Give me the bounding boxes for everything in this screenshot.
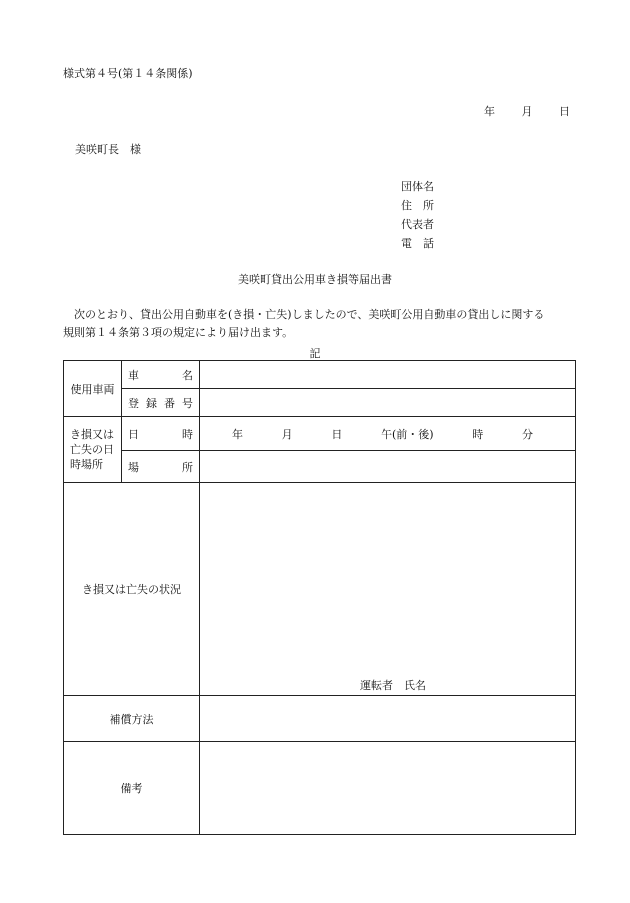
table-row (64, 389, 576, 417)
reg-no-label-char: 番 (164, 396, 175, 410)
date-line (484, 103, 570, 119)
table-row (64, 696, 576, 742)
situation-field[interactable] (200, 483, 576, 696)
applicant-address-label: 住 所 (401, 199, 434, 212)
place-label (122, 451, 200, 483)
compensation-field[interactable] (200, 696, 576, 742)
table-row (64, 742, 576, 835)
datetime-ampm: 午(前・後) (381, 427, 434, 441)
applicant-representative-label: 代表者 (401, 218, 434, 231)
car-name-field[interactable] (200, 361, 576, 389)
reg-no-label-char: 登 (128, 396, 139, 410)
vehicle-label: 使用車両 (64, 361, 122, 417)
date-day: 日 (559, 105, 570, 118)
datetime-day: 日 (331, 427, 343, 441)
datetime-label-char: 日 (128, 427, 139, 441)
body-line-2: 規則第１４条第３項の規定により届け出ます。 (63, 326, 294, 339)
body-line-1: 次のとおり、貸出公用自動車を(き損・亡失)しましたので、美咲町公用自動車の貸出しに関する (74, 308, 545, 321)
datetime-year: 年 (232, 427, 243, 441)
table-row (64, 417, 576, 451)
date-month: 月 (521, 105, 533, 118)
car-name-label-char: 名 (182, 368, 193, 382)
datetime-field[interactable] (200, 417, 576, 451)
ki-heading: 記 (309, 347, 321, 360)
car-name-label (122, 361, 200, 389)
datetime-month: 月 (281, 427, 293, 441)
table-row (64, 483, 576, 696)
car-name-label-char: 車 (128, 368, 139, 382)
situation-label: き損又は亡失の状況 (64, 483, 200, 696)
addressee: 美咲町長 様 (75, 143, 141, 156)
remarks-label: 備考 (64, 742, 200, 835)
reg-no-label-char: 録 (146, 396, 157, 410)
compensation-label: 補償方法 (64, 696, 200, 742)
incident-label: き損又は亡失の日時場所 (64, 417, 122, 483)
form-number: 様式第４号(第１４条関係) (63, 67, 193, 80)
datetime-hour: 時 (472, 427, 484, 441)
datetime-minute: 分 (521, 427, 533, 441)
body-text (63, 306, 583, 342)
document-title: 美咲町貸出公用車き損等届出書 (238, 273, 392, 286)
place-field[interactable] (200, 451, 576, 483)
table-row (64, 361, 576, 389)
remarks-field[interactable] (200, 742, 576, 835)
applicant-block (401, 177, 434, 253)
date-year: 年 (484, 105, 495, 118)
applicant-org-label: 団体名 (401, 180, 434, 193)
applicant-phone-label: 電 話 (401, 237, 434, 250)
reg-no-label (122, 389, 200, 417)
reg-no-field[interactable] (200, 389, 576, 417)
place-label-char: 所 (182, 460, 193, 474)
reg-no-label-char: 号 (182, 396, 193, 410)
report-form-table (63, 360, 576, 835)
table-row (64, 451, 576, 483)
datetime-label (122, 417, 200, 451)
datetime-label-char: 時 (182, 427, 193, 441)
driver-name-label: 運転者 氏名 (360, 679, 426, 692)
place-label-char: 場 (128, 460, 139, 474)
